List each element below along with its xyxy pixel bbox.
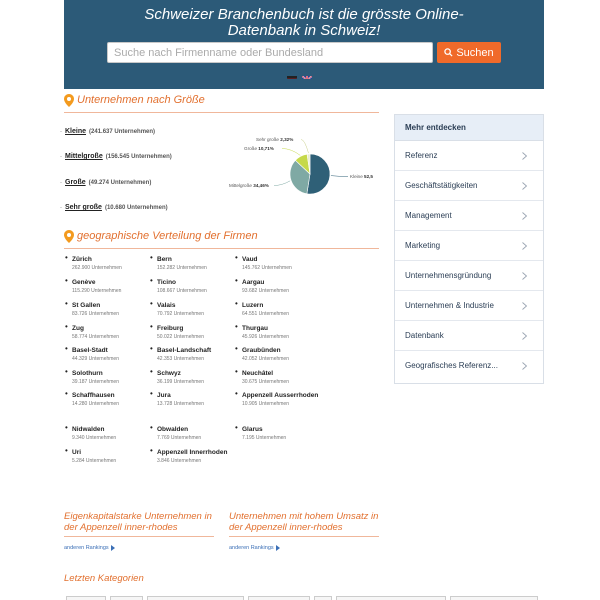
- bullet: •: [235, 344, 238, 353]
- region-name: Bern: [157, 256, 172, 263]
- region-name: Graubünden: [242, 347, 281, 354]
- chevron-right-icon: [522, 212, 527, 220]
- sidebar-item-label: Marketing: [405, 241, 441, 250]
- region-count: 262.900 Unternehmen: [72, 265, 122, 271]
- sidebar-item[interactable]: [395, 171, 543, 201]
- bullet: •: [235, 389, 238, 398]
- bullet: •: [235, 423, 238, 432]
- bullet: •: [150, 322, 153, 331]
- region-count: 7.769 Unternehmen: [157, 435, 202, 441]
- chevron-right-icon: [522, 362, 527, 370]
- ranking-title-equity: Eigenkapitalstarke Unternehmen in der Appenzell inner-rhodes: [64, 511, 212, 533]
- sidebar-item-label: Geschäftstätigkeiten: [405, 181, 478, 190]
- pie-slice: [307, 154, 330, 194]
- region-name: Zürich: [72, 256, 92, 263]
- search-icon: [444, 48, 453, 57]
- region-name: Schwyz: [157, 370, 181, 377]
- region-count: 42.052 Unternehmen: [242, 356, 289, 362]
- sidebar-item-label: Geografisches Referenz...: [405, 361, 498, 370]
- german-flag-icon[interactable]: [287, 71, 297, 79]
- region-name: Thurgau: [242, 325, 268, 332]
- region-count: 44.329 Unternehmen: [72, 356, 119, 362]
- region-count: 13.728 Unternehmen: [157, 401, 204, 407]
- pie-label: Kleine 52,5: [350, 174, 373, 179]
- region-name: Zug: [72, 325, 84, 332]
- sidebar-item-label: Datenbank: [405, 331, 444, 340]
- other-rankings-link[interactable]: anderen Rankings: [229, 545, 280, 551]
- region-item[interactable]: [65, 299, 154, 318]
- region-name: Aargau: [242, 279, 265, 286]
- category-chip[interactable]: [110, 596, 143, 600]
- region-count: 10.905 Unternehmen: [242, 401, 289, 407]
- region-item[interactable]: [65, 276, 154, 295]
- region-item[interactable]: [235, 299, 324, 318]
- region-count: 7.195 Unternehmen: [242, 435, 287, 441]
- region-name: Ticino: [157, 279, 177, 286]
- bullet: •: [65, 253, 68, 262]
- location-pin-icon: [64, 94, 74, 107]
- size-section-title: Unternehmen nach Größe: [64, 93, 379, 113]
- region-item[interactable]: [150, 389, 239, 408]
- category-chip[interactable]: [147, 596, 244, 600]
- region-item[interactable]: [235, 344, 324, 363]
- region-count: 145.762 Unternehmen: [242, 265, 292, 271]
- pie-label: Sehr große 2,32%: [256, 137, 294, 142]
- region-name: Basel-Landschaft: [157, 347, 212, 354]
- region-name: Luzern: [242, 302, 264, 309]
- region-count: 36.199 Unternehmen: [157, 379, 204, 385]
- region-item[interactable]: [235, 423, 324, 442]
- region-name: Appenzell Ausserrhoden: [242, 392, 319, 399]
- pie-label: Mittelgroße 34,46%: [229, 183, 269, 188]
- bullet: •: [150, 276, 153, 285]
- region-count: 83.726 Unternehmen: [72, 311, 119, 317]
- region-name: Basel-Stadt: [72, 347, 108, 354]
- arrow-right-icon: [111, 545, 115, 551]
- region-item[interactable]: [65, 367, 154, 386]
- size-item-mittelgrosse: · Mittelgroße (156.545 Unternehmen): [60, 153, 172, 160]
- pie-leader-line: [282, 149, 300, 156]
- other-rankings-link[interactable]: anderen Rankings: [64, 545, 115, 551]
- size-item-kleine: · Kleine (241.637 Unternehmen): [60, 128, 156, 135]
- divider: [64, 536, 214, 537]
- region-count: 30.675 Unternehmen: [242, 379, 289, 385]
- sidebar-item[interactable]: [395, 261, 543, 291]
- bullet: •: [65, 276, 68, 285]
- sidebar-item-label: Unternehmen & Industrie: [405, 301, 494, 310]
- bullet: •: [235, 322, 238, 331]
- region-count: 5.284 Unternehmen: [72, 458, 117, 464]
- region-item[interactable]: [65, 423, 154, 442]
- bullet: •: [65, 423, 68, 432]
- category-chip[interactable]: [248, 596, 310, 600]
- bullet: •: [235, 299, 238, 308]
- chevron-right-icon: [522, 302, 527, 310]
- region-item[interactable]: [150, 446, 239, 465]
- region-item[interactable]: [150, 322, 239, 341]
- region-name: Appenzell Innerrhoden: [157, 449, 228, 456]
- region-name: Nidwalden: [72, 426, 105, 433]
- arrow-right-icon: [276, 545, 280, 551]
- pie-label: Große 10,71%: [244, 146, 274, 151]
- sidebar-item[interactable]: [395, 321, 543, 351]
- region-name: Glarus: [242, 426, 263, 433]
- search-input[interactable]: [107, 42, 433, 63]
- size-item-grosse: · Große (49.274 Unternehmen): [60, 179, 152, 186]
- region-count: 14.280 Unternehmen: [72, 401, 119, 407]
- sidebar-item[interactable]: [395, 201, 543, 231]
- region-item[interactable]: [235, 276, 324, 295]
- region-count: 64.551 Unternehmen: [242, 311, 289, 317]
- search-button[interactable]: Suchen: [437, 42, 501, 63]
- size-link[interactable]: Kleine: [65, 128, 87, 135]
- pie-leader-line: [274, 181, 290, 186]
- region-name: Jura: [157, 392, 171, 399]
- location-pin-icon: [64, 230, 74, 243]
- region-item[interactable]: [65, 344, 154, 363]
- region-item[interactable]: [150, 344, 239, 363]
- category-chip[interactable]: [450, 596, 538, 600]
- size-pie-chart: [226, 132, 386, 222]
- size-item-sehr-grosse: · Sehr große (10.680 Unternehmen): [60, 204, 168, 211]
- region-item[interactable]: [235, 367, 324, 386]
- size-link[interactable]: Mittelgroße: [65, 153, 103, 160]
- divider: [229, 536, 379, 537]
- region-item[interactable]: [150, 423, 239, 442]
- region-count: 3.846 Unternehmen: [157, 458, 202, 464]
- chevron-right-icon: [522, 182, 527, 190]
- region-count: 152.282 Unternehmen: [157, 265, 207, 271]
- region-count: 39.187 Unternehmen: [72, 379, 119, 385]
- region-name: St Gallen: [72, 302, 101, 309]
- region-count: 42.353 Unternehmen: [157, 356, 204, 362]
- discover-more-title: Mehr entdecken: [395, 115, 543, 141]
- region-name: Uri: [72, 449, 82, 456]
- bullet: •: [150, 367, 153, 376]
- discover-more-panel: [394, 114, 544, 384]
- region-name: Neuchâtel: [242, 370, 274, 377]
- region-item[interactable]: [235, 253, 324, 272]
- region-name: Obwalden: [157, 426, 189, 433]
- chevron-right-icon: [522, 152, 527, 160]
- region-count: 108.667 Unternehmen: [157, 288, 207, 294]
- region-item[interactable]: [150, 367, 239, 386]
- sidebar-item[interactable]: [395, 351, 543, 381]
- region-item[interactable]: [150, 253, 239, 272]
- region-item[interactable]: [65, 253, 154, 272]
- pie-leader-line: [331, 176, 348, 177]
- category-chips: [66, 596, 538, 600]
- bullet: •: [150, 423, 153, 432]
- bullet: •: [235, 367, 238, 376]
- bullet: •: [150, 299, 153, 308]
- category-chip[interactable]: [336, 596, 446, 600]
- sidebar-item-label: Unternehmensgründung: [405, 271, 492, 280]
- bullet: •: [235, 253, 238, 262]
- region-item[interactable]: [65, 322, 154, 341]
- hero-title: Schweizer Branchenbuch ist die grösste Online- Datenbank in Schweiz!: [144, 6, 464, 39]
- chevron-right-icon: [522, 242, 527, 250]
- region-name: Genève: [72, 279, 96, 286]
- category-chip[interactable]: [314, 596, 332, 600]
- region-count: 50.022 Unternehmen: [157, 334, 204, 340]
- region-item[interactable]: [150, 299, 239, 318]
- bullet: •: [235, 276, 238, 285]
- region-count: 58.774 Unternehmen: [72, 334, 119, 340]
- region-count: 45.926 Unternehmen: [242, 334, 289, 340]
- region-item[interactable]: [65, 446, 154, 465]
- bullet: •: [65, 299, 68, 308]
- region-name: Freiburg: [157, 325, 184, 332]
- bullet: •: [65, 389, 68, 398]
- bullet: •: [150, 389, 153, 398]
- chevron-right-icon: [522, 332, 527, 340]
- region-name: Solothurn: [72, 370, 103, 377]
- bullet: •: [65, 446, 68, 455]
- bullet: •: [150, 344, 153, 353]
- sidebar-item-label: Referenz: [405, 151, 438, 160]
- latest-categories-title: Letzten Kategorien: [64, 573, 144, 584]
- uk-flag-icon[interactable]: [302, 71, 312, 79]
- region-count: 115.290 Unternehmen: [72, 288, 122, 294]
- region-count: 70.792 Unternehmen: [157, 311, 204, 317]
- sidebar-item[interactable]: [395, 291, 543, 321]
- bullet: •: [150, 446, 153, 455]
- region-name: Schaffhausen: [72, 392, 115, 399]
- geo-section-title: geographische Verteilung der Firmen: [64, 229, 379, 249]
- sidebar-item[interactable]: [395, 231, 543, 261]
- bullet: •: [65, 322, 68, 331]
- pie-leader-line: [301, 140, 308, 154]
- chevron-right-icon: [522, 272, 527, 280]
- ranking-title-revenue: Unternehmen mit hohem Umsatz in der Appenzell inner-rhodes: [229, 511, 379, 533]
- region-name: Valais: [157, 302, 176, 309]
- category-chip[interactable]: [66, 596, 106, 600]
- bullet: •: [150, 253, 153, 262]
- region-item[interactable]: [150, 276, 239, 295]
- region-item[interactable]: [65, 389, 154, 408]
- size-link[interactable]: Große: [65, 179, 86, 186]
- region-count: 93.682 Unternehmen: [242, 288, 289, 294]
- bullet: •: [65, 367, 68, 376]
- region-item[interactable]: [235, 389, 324, 408]
- bullet: •: [65, 344, 68, 353]
- region-name: Vaud: [242, 256, 258, 263]
- language-switcher: [287, 71, 312, 79]
- region-count: 9.340 Unternehmen: [72, 435, 117, 441]
- sidebar-item[interactable]: [395, 141, 543, 171]
- sidebar-item-label: Management: [405, 211, 452, 220]
- size-link[interactable]: Sehr große: [65, 204, 102, 211]
- region-item[interactable]: [235, 322, 324, 341]
